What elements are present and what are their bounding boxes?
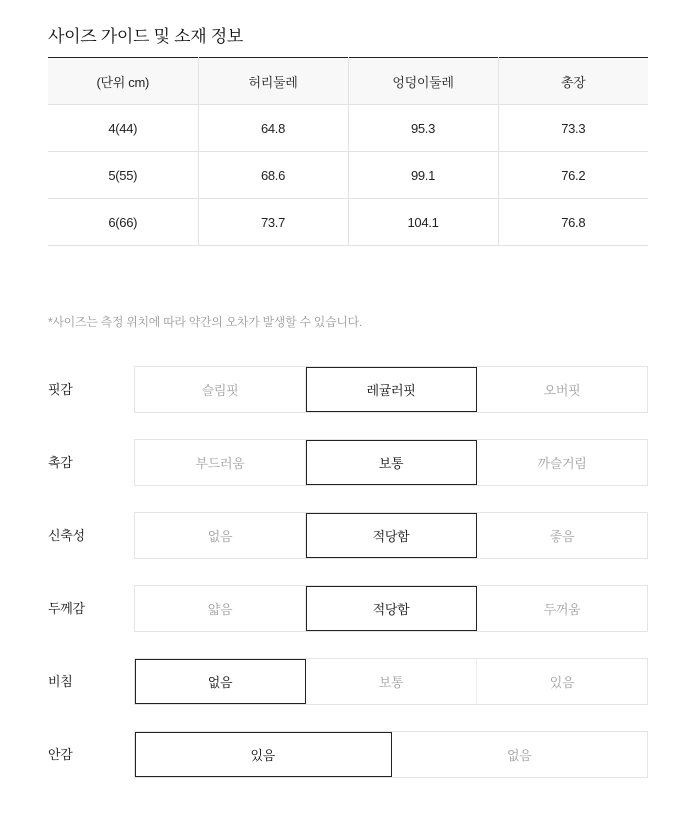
table-row [48,199,648,246]
attribute-option: 두꺼움 [543,602,581,617]
attribute-option-selected: 있음 [135,732,392,777]
column-header-hip: 엉덩이둘레 [348,58,498,105]
column-header-length: 총장 [498,58,648,105]
attribute-label: 신축성 [48,528,85,543]
attribute-options [134,585,648,632]
table-row [48,152,648,199]
section-title: 사이즈 가이드 및 소재 정보 [48,27,244,46]
attribute-option: 까슬거림 [537,456,587,471]
attribute-option: 부드러움 [135,440,306,485]
attribute-option-selected: 레귤러핏 [306,367,477,412]
column-header-unit: (단위 cm) [48,58,198,105]
attribute-options [134,658,648,705]
waist-cell: 64.8 [198,105,348,152]
column-header-waist: 허리둘레 [198,58,348,105]
waist-cell: 73.7 [198,199,348,246]
attribute-option: 얇음 [135,586,306,631]
size-cell: 5(55) [48,152,198,199]
attribute-label: 비침 [48,674,73,689]
length-cell: 76.8 [498,199,648,246]
attribute-row-sheerness [48,658,648,705]
attribute-option: 없음 [506,748,532,763]
attribute-options [134,731,648,778]
attribute-options [134,439,648,486]
size-cell: 6(66) [48,199,198,246]
attribute-option: 보통 [306,659,477,704]
attribute-row-stretch [48,512,648,559]
attribute-option: 슬림핏 [135,367,306,412]
length-cell: 73.3 [498,105,648,152]
attribute-row-touch [48,439,648,486]
attribute-row-thickness [48,585,648,632]
attribute-row-fit [48,366,648,413]
attribute-label: 두께감 [48,601,85,616]
length-cell: 76.2 [498,152,648,199]
table-row [48,105,648,152]
attribute-option-selected: 적당함 [306,513,477,558]
table-header-row [48,58,648,105]
attribute-option-selected: 없음 [135,659,306,704]
attribute-option: 좋음 [549,529,575,544]
size-guide-table [48,57,648,246]
attribute-option: 오버핏 [543,383,581,398]
attribute-label: 촉감 [48,455,73,470]
attribute-label: 안감 [48,747,73,762]
attribute-option-selected: 보통 [306,440,477,485]
hip-cell: 99.1 [348,152,498,199]
waist-cell: 68.6 [198,152,348,199]
attribute-row-lining [48,731,648,778]
attribute-option: 있음 [549,675,575,690]
attribute-options [134,512,648,559]
attribute-label: 핏감 [48,382,73,397]
attribute-option-selected: 적당함 [306,586,477,631]
size-cell: 4(44) [48,105,198,152]
measurement-note: *사이즈는 측정 위치에 따라 약간의 오차가 발생할 수 있습니다. [48,315,362,329]
attribute-option: 없음 [135,513,306,558]
hip-cell: 104.1 [348,199,498,246]
attribute-options [134,366,648,413]
hip-cell: 95.3 [348,105,498,152]
